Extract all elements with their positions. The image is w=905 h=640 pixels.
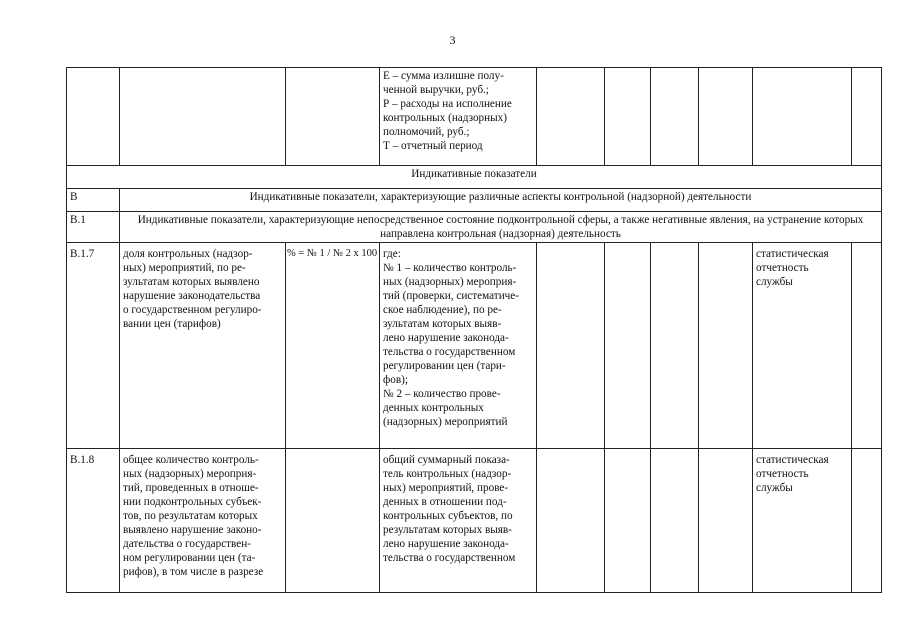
cell-code: В bbox=[67, 189, 120, 212]
section-header-indicative: Индикативные показатели bbox=[67, 166, 882, 189]
indicators-table bbox=[66, 67, 882, 593]
cell-code: В.1.7 bbox=[67, 243, 120, 449]
cell-description: Е – сумма излишне полу- ченной выручки, руб.; Р – расходы на исполнение контрольных (надзорных) полномочий, руб.; Т – отчетный период bbox=[380, 68, 537, 166]
cell-source: статистическая отчетность службы bbox=[753, 243, 852, 449]
cell-name bbox=[120, 68, 286, 166]
table-row-header bbox=[67, 166, 882, 189]
cell-formula bbox=[286, 68, 380, 166]
table-row-section-v bbox=[67, 189, 882, 212]
cell-code: В.1 bbox=[67, 212, 120, 243]
cell-description: общий суммарный показа- тель контрольных (надзор- ных) мероприятий, прове- денных в отношении под- контрольных субъектов, по результатам которых выяв- лено нарушение законода- тельства о государственном bbox=[380, 449, 537, 593]
section-title: Индикативные показатели, характеризующие различные аспекты контрольной (надзорной) деятельности bbox=[120, 189, 882, 212]
section-title: Индикативные показатели, характеризующие непосредственное состояние подконтрольной сферы, а также негативные явления, на устранение которых направлена контрольная (надзорная) деятельность bbox=[120, 212, 882, 243]
cell-formula bbox=[286, 449, 380, 593]
table-row-item-v18 bbox=[67, 449, 882, 593]
cell-code: В.1.8 bbox=[67, 449, 120, 593]
table-row-section-v1 bbox=[67, 212, 882, 243]
cell-description: где: № 1 – количество контроль- ных (надзорных) мероприя- тий (проверки, систематиче- ское наблюдение), по ре- зультатам которых выяв- лено нарушение законода- тельства о государственном регулировании цен (тари- фов); № 2 – количество прове- денных контрольных (надзорных) мероприятий bbox=[380, 243, 537, 449]
cell-name: общее количество контроль- ных (надзорных) мероприя- тий, проведенных в отноше- нии подконтрольных субъек- тов, по результатам которых выявлено нарушение законо- дательства о государствен- ном регулировании цен (та- рифов), в том числе в разрезе bbox=[120, 449, 286, 593]
table-row-continuation bbox=[67, 68, 882, 166]
cell-code bbox=[67, 68, 120, 166]
page-number: 3 bbox=[449, 33, 456, 47]
table-row-item-v17 bbox=[67, 243, 882, 449]
cell-name: доля контрольных (надзор- ных) мероприятий, по ре- зультатам которых выявлено нарушение законодательства о государственном регулиро- вании цен (тарифов) bbox=[120, 243, 286, 449]
cell-formula: % = № 1 / № 2 х 100 bbox=[286, 243, 380, 449]
cell-source: статистическая отчетность службы bbox=[753, 449, 852, 593]
